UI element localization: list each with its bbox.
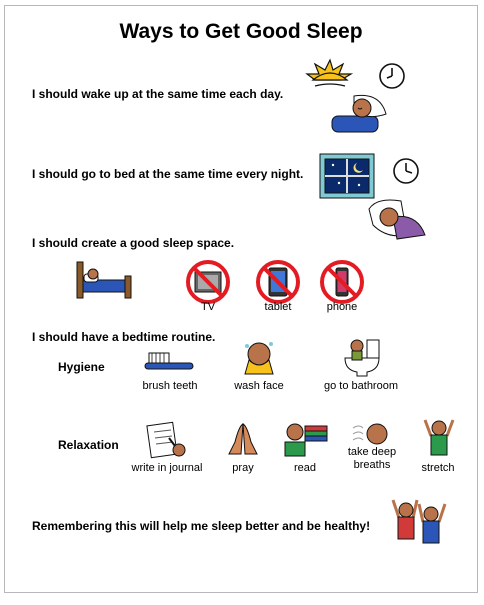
page-title: Ways to Get Good Sleep: [119, 20, 363, 43]
statement-closing: Remembering this will help me sleep better and be healthy!: [32, 519, 371, 533]
sleeping-person-icon: [330, 90, 390, 136]
cheering-people-icon: [389, 496, 449, 548]
relaxation-label: Relaxation: [58, 438, 119, 452]
caption-read: read: [293, 462, 317, 474]
page: [4, 5, 478, 593]
caption-take-deep-breaths: take deep breaths: [347, 446, 397, 471]
clock-icon: [378, 62, 406, 90]
bed-icon: [75, 258, 133, 300]
statement-space: I should create a good sleep space.: [32, 236, 235, 250]
caption-phone: phone: [326, 301, 358, 313]
sleeping-person-icon: [367, 195, 427, 241]
stretch-icon: [421, 414, 457, 460]
caption-stretch: stretch: [421, 462, 455, 474]
caption-go-to-bathroom: go to bathroom: [324, 380, 398, 392]
caption-tv: TV: [200, 301, 216, 313]
reading-icon: [281, 420, 331, 460]
sunrise-icon: [305, 58, 355, 92]
clock-icon: [392, 157, 420, 185]
statement-bed: I should go to bed at the same time every night.: [32, 167, 304, 181]
statement-routine: I should have a bedtime routine.: [32, 330, 216, 344]
caption-tablet: tablet: [264, 301, 292, 313]
wash-face-icon: [237, 338, 281, 378]
praying-hands-icon: [223, 420, 263, 460]
night-window-icon: [319, 153, 375, 199]
toothbrush-icon: [143, 347, 197, 379]
caption-pray: pray: [232, 462, 254, 474]
no-tv-icon: [185, 259, 231, 305]
caption-brush-teeth: brush teeth: [142, 380, 198, 392]
toilet-icon: [339, 336, 383, 378]
journal-icon: [145, 420, 189, 460]
no-tablet-icon: [255, 259, 301, 305]
caption-wash-face: wash face: [234, 380, 284, 392]
statement-wake: I should wake up at the same time each day.: [32, 87, 284, 101]
hygiene-label: Hygiene: [58, 360, 105, 374]
caption-write-in-journal: write in journal: [131, 462, 203, 474]
no-phone-icon: [319, 259, 365, 305]
